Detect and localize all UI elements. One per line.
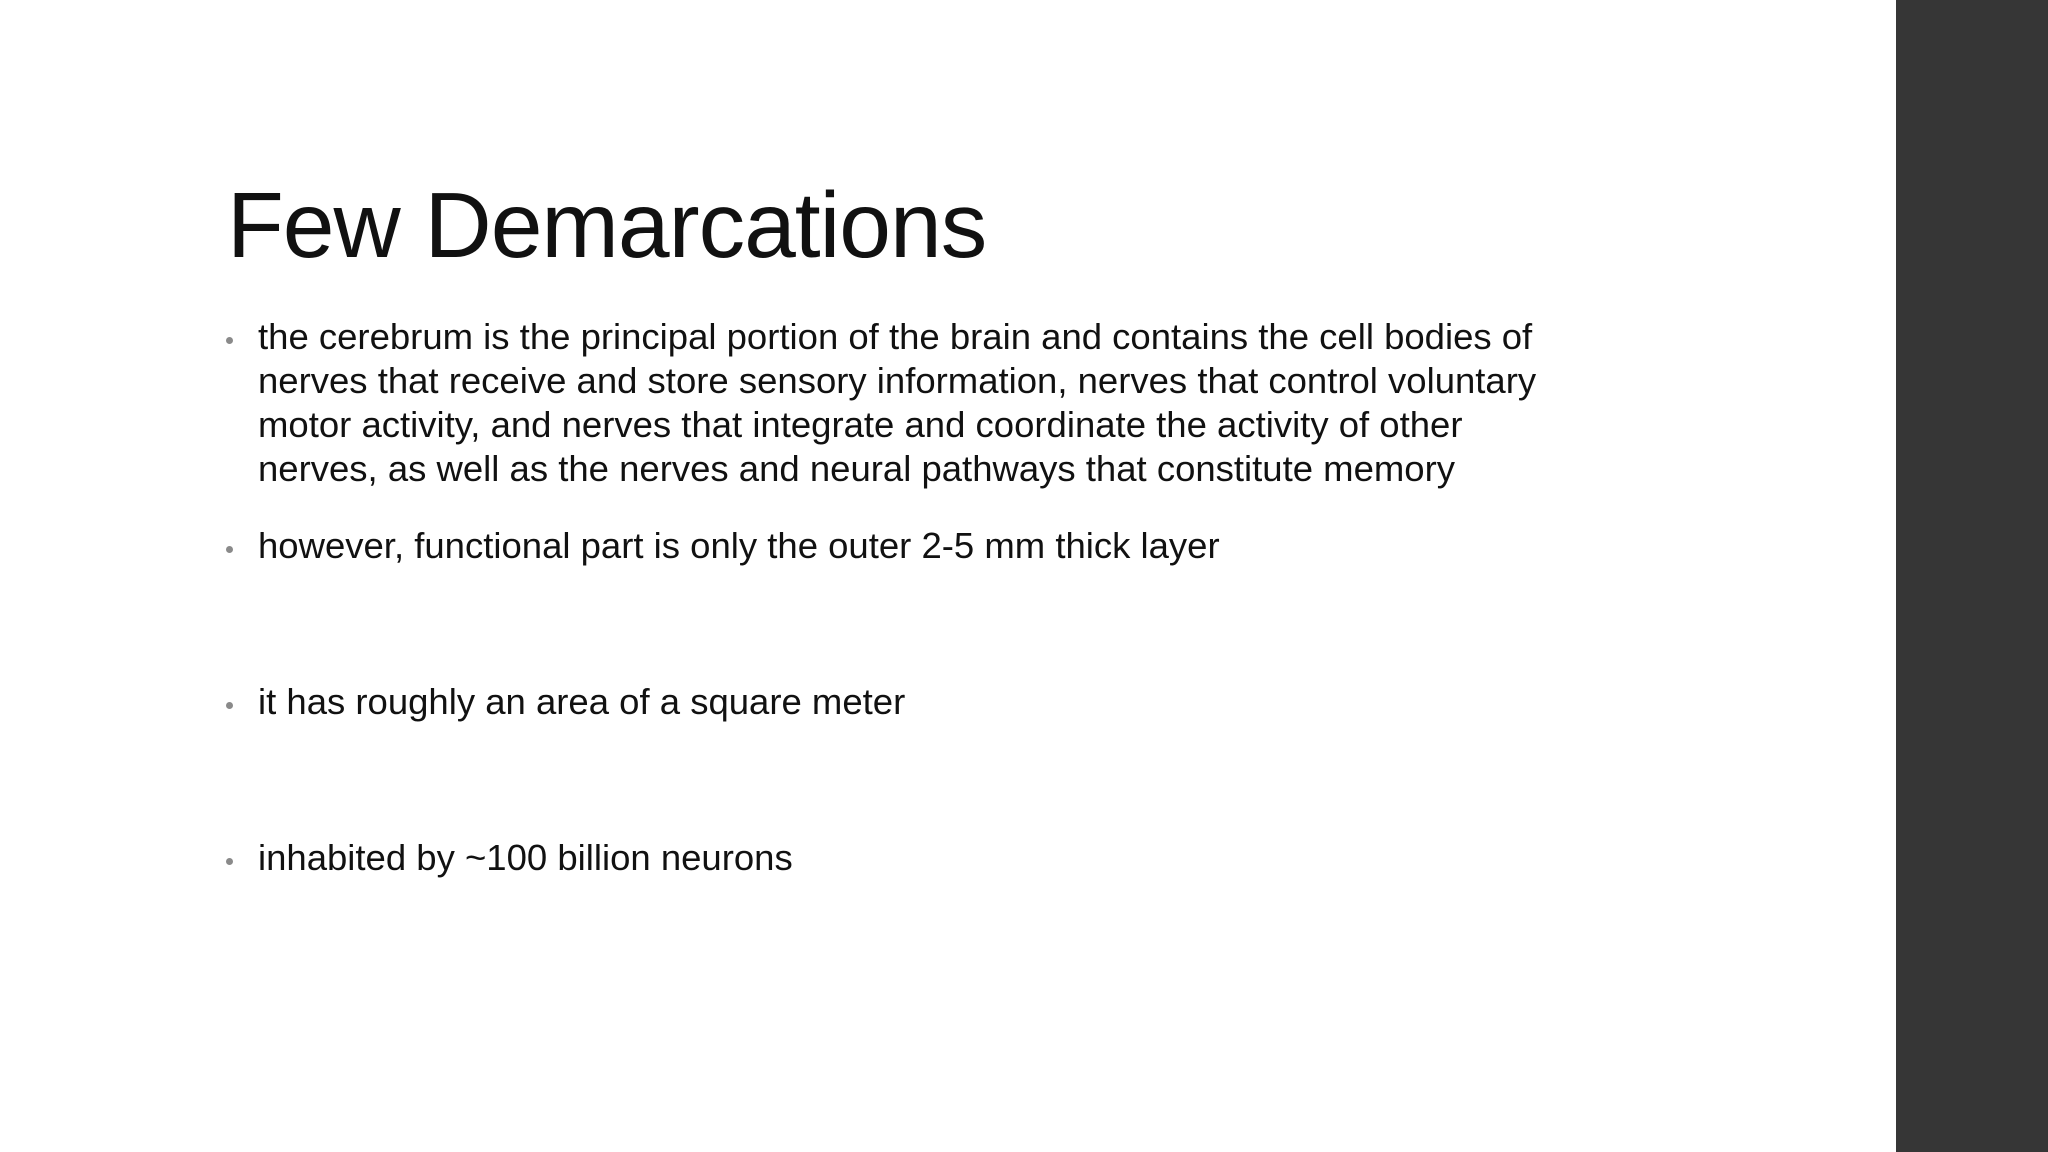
bullet-line: however, functional part is only the outer 2-5 mm thick layer bbox=[258, 525, 1220, 566]
right-sidebar-panel bbox=[1896, 0, 2048, 1152]
bullet-dot-icon bbox=[226, 337, 233, 344]
bullet-line: inhabited by ~100 billion neurons bbox=[258, 837, 793, 878]
bullet-text bbox=[258, 315, 1648, 491]
bullet-dot-icon bbox=[226, 702, 233, 709]
bullet-dot-icon bbox=[226, 546, 233, 553]
bullet-line: motor activity, and nerves that integrate and coordinate the activity of other bbox=[258, 404, 1463, 445]
bullet-line: it has roughly an area of a square meter bbox=[258, 681, 906, 722]
bullet-text bbox=[258, 524, 1648, 568]
slide-title: Few Demarcations bbox=[227, 173, 987, 277]
bullet-text bbox=[258, 680, 1648, 724]
bullet-text bbox=[258, 836, 1648, 880]
bullet-dot-icon bbox=[226, 858, 233, 865]
bullet-line: nerves, as well as the nerves and neural pathways that constitute memory bbox=[258, 448, 1455, 489]
bullet-line: the cerebrum is the principal portion of the brain and contains the cell bodies of bbox=[258, 316, 1533, 357]
bullet-line: nerves that receive and store sensory information, nerves that control voluntary bbox=[258, 360, 1537, 401]
